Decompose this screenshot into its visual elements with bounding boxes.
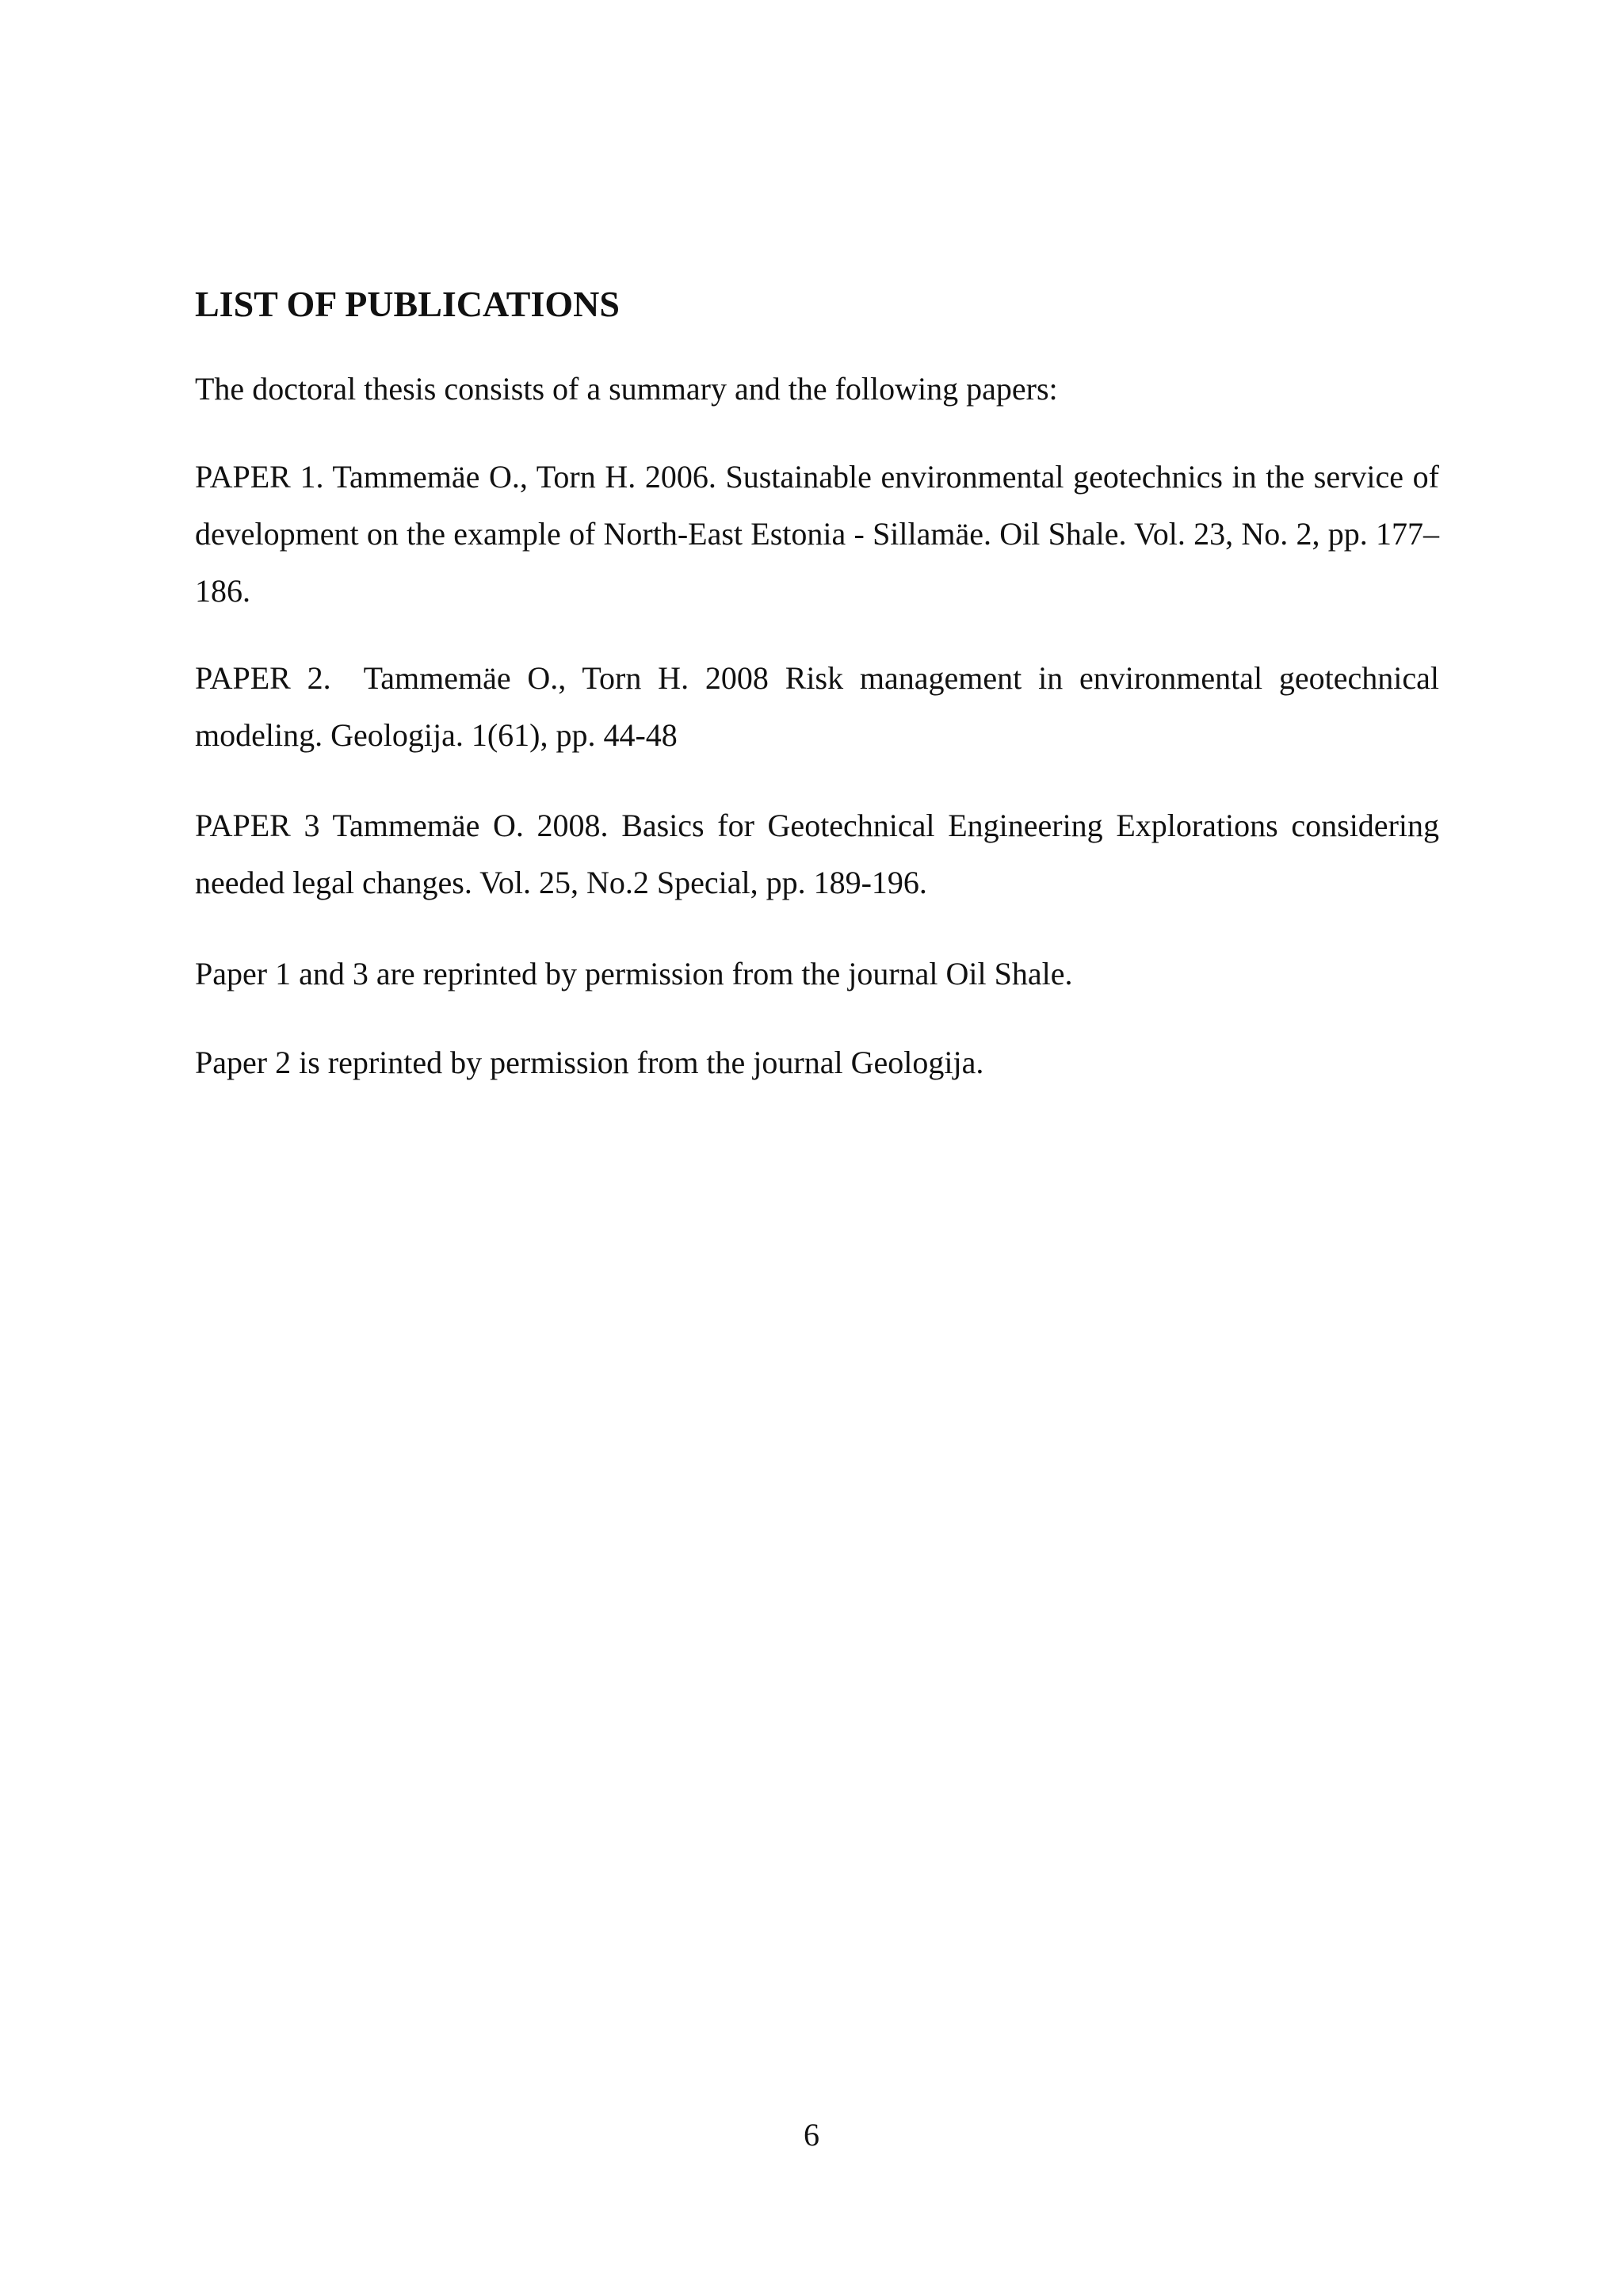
- permission-note-geologija: Paper 2 is reprinted by permission from the journal Geologija.: [195, 1045, 984, 1080]
- permission-note-oil-shale: Paper 1 and 3 are reprinted by permission from the journal Oil Shale.: [195, 956, 1073, 991]
- page-number: 6: [804, 2117, 819, 2153]
- intro-paragraph: The doctoral thesis consists of a summary and the following papers:: [195, 371, 1058, 407]
- section-heading: LIST OF PUBLICATIONS: [195, 284, 620, 324]
- publication-paper-3: PAPER 3 Tammemäe O. 2008. Basics for Geotechnical Engineering Explorations considering needed legal changes. Vol. 25, No.2 Special, pp. 189-196.: [195, 808, 1439, 900]
- publication-paper-2: PAPER 2. Tammemäe O., Torn H. 2008 Risk management in environmental geotechnical modeling. Geologija. 1(61), pp. 44-48: [195, 660, 1447, 753]
- publication-paper-1: PAPER 1. Tammemäe O., Torn H. 2006. Sustainable environmental geotechnics in the service of development on the example of North-East Estonia - Sillamäe. Oil Shale. Vol. 23, No. 2, pp. 177–186.: [195, 459, 1439, 609]
